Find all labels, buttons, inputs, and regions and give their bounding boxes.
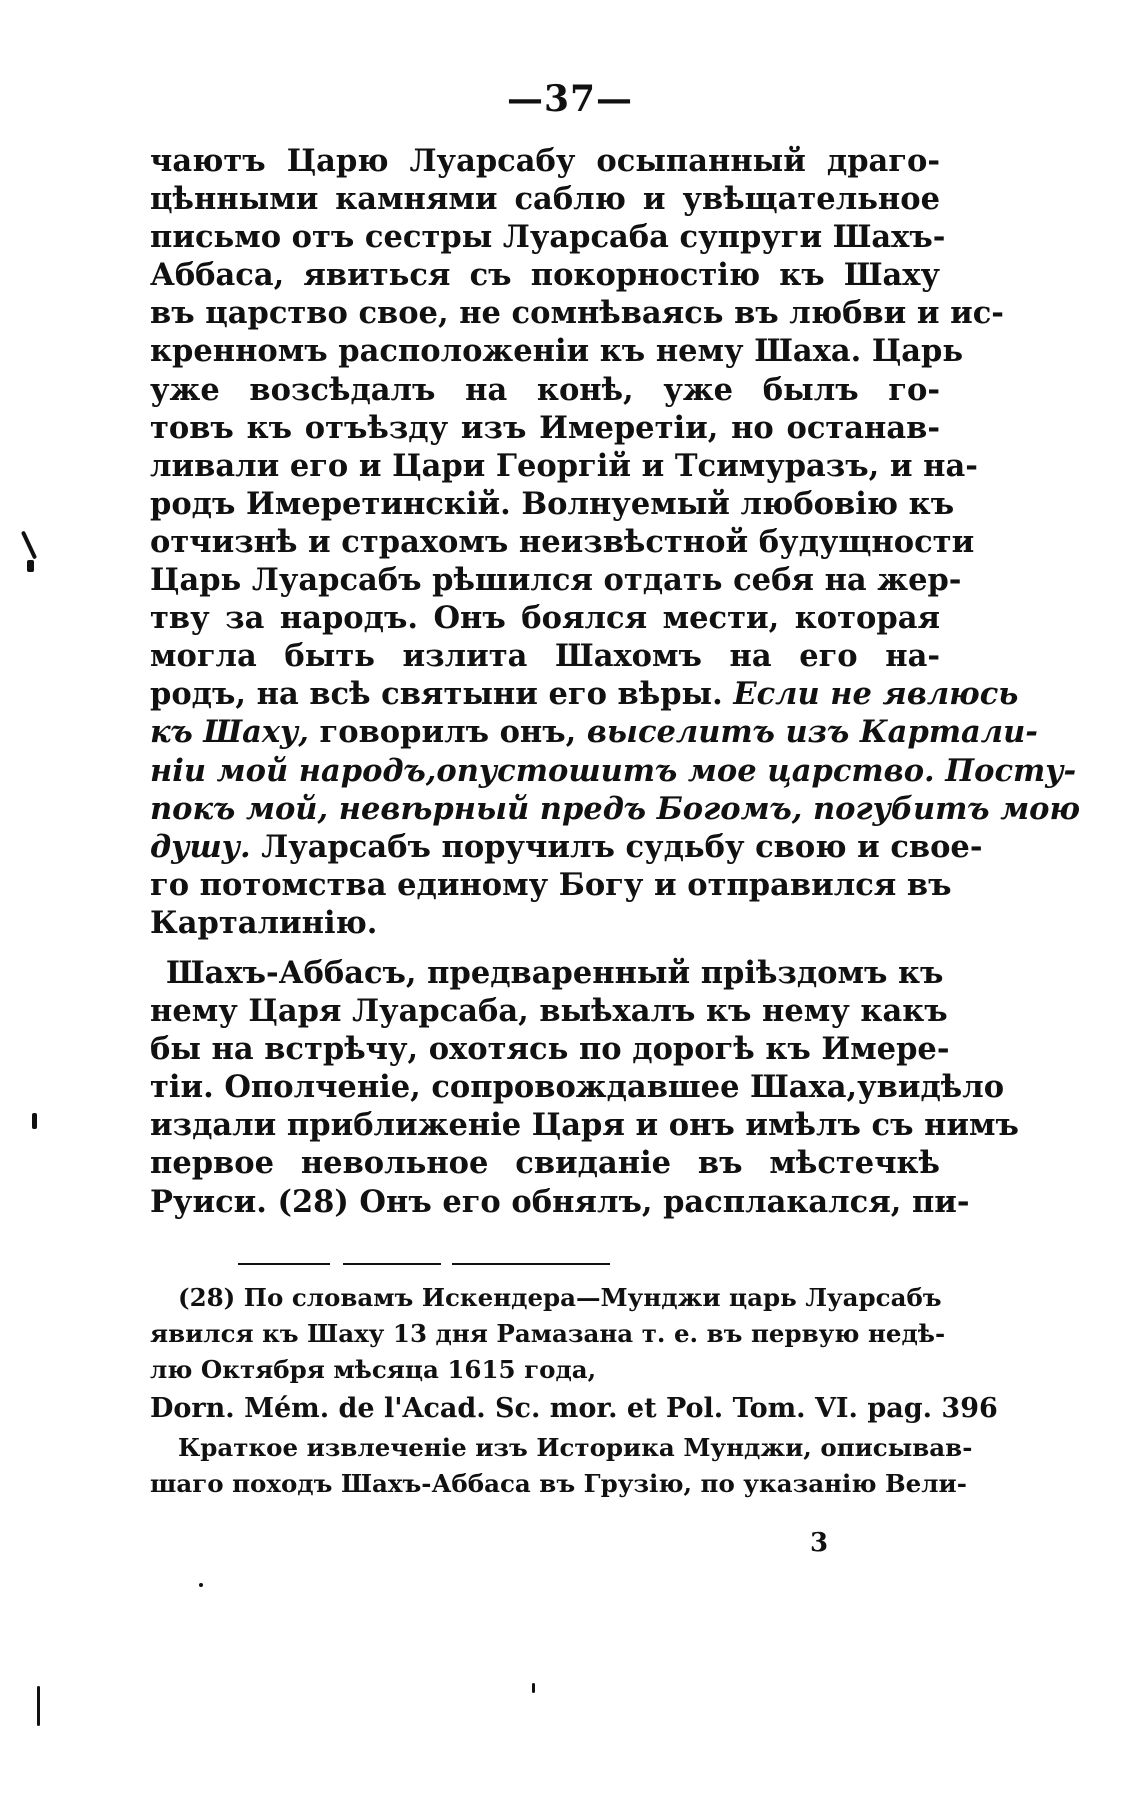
text-line: чаютъ Царю Луарсабу осыпанный драго-: [150, 143, 940, 179]
print-speck: [199, 1583, 203, 1587]
print-speck: [21, 531, 37, 560]
print-speck: [532, 1683, 535, 1693]
italic-segment: выселитъ изъ Картали-: [586, 714, 1038, 751]
text-line: отчизнѣ и страхомъ неизвѣстной будущности: [150, 523, 975, 560]
text-line: [150, 752, 1077, 790]
italic-segment: душу.: [150, 828, 251, 865]
footnote-divider: [452, 1263, 610, 1265]
footnote-line: (28) По словамъ Искендера—Мунджи царь Луарсабъ: [178, 1283, 942, 1312]
footnote-divider: [343, 1263, 441, 1265]
footnote-line: шаго походъ Шахъ-Аббаса въ Грузію, по указанію Вели-: [150, 1469, 967, 1498]
italic-segment: ніи мой народъ,опустошитъ мое царство. Посту-: [150, 752, 1077, 789]
text-line: [150, 713, 1038, 751]
paragraph-gap: [150, 942, 940, 954]
main-text-body: [150, 142, 1081, 1221]
text-line: въ царство свое, не сомнѣваясь въ любви и ис-: [150, 295, 1004, 332]
italic-segment: Если не явлюсь: [733, 676, 1019, 713]
text-line: издали приближеніе Царя и онъ имѣлъ съ нимъ: [150, 1107, 1019, 1144]
text-segment: Луарсабъ поручилъ судьбу свою и свое-: [261, 828, 983, 865]
text-line: [150, 828, 983, 866]
text-line: Царь Луарсабъ рѣшился отдать себя на жер-: [150, 562, 962, 599]
text-line: родъ Имеретинскій. Волнуемый любовію къ: [150, 485, 955, 522]
text-line: уже возсѣдалъ на конѣ, уже былъ го-: [150, 371, 940, 408]
footnote-reference: Dorn. Mém. de l'Acad. Sc. mor. et Pol. Tom. VI. pag. 396: [150, 1393, 998, 1424]
text-line: могла быть излита Шахомъ на его на-: [150, 638, 940, 675]
text-line: письмо отъ сестры Луарсаба супруги Шахъ-: [150, 219, 946, 256]
footnote-line: явился къ Шаху 13 дня Рамазана т. е. въ первую недѣ-: [150, 1319, 946, 1348]
print-speck: [37, 1686, 40, 1726]
text-line: Аббаса, явиться съ покорностію къ Шаху: [150, 257, 940, 294]
text-line: тіи. Ополченіе, сопровождавшее Шаха,увидѣло: [150, 1069, 1005, 1106]
signature-mark: 3: [810, 1528, 829, 1558]
text-line: товъ къ отъѣзду изъ Имеретіи, но останав-: [150, 409, 940, 446]
text-line: ливали его и Цари Георгій и Тсимуразъ, и на-: [150, 447, 978, 484]
text-line: цѣнными камнями саблю и увѣщательное: [150, 181, 940, 218]
print-speck: [32, 1113, 37, 1129]
text-line: нему Царя Луарсаба, выѣхалъ къ нему какъ: [150, 993, 948, 1030]
print-speck: [27, 560, 34, 572]
text-line: бы на встрѣчу, охотясь по дорогѣ къ Имере-: [150, 1031, 950, 1068]
footnote-divider: [238, 1263, 330, 1265]
text-line: [150, 675, 1019, 713]
text-line: Карталинію.: [150, 904, 378, 941]
text-line: первое невольное свиданіе въ мѣстечкѣ: [150, 1145, 940, 1182]
italic-segment: покъ мой, невѣрный предъ Богомъ, погубитъ мою: [150, 790, 1081, 827]
text-line: кренномъ расположеніи къ нему Шаха. Царь: [150, 333, 964, 370]
italic-segment: къ Шаху,: [150, 714, 309, 751]
footnote-line: лю Октября мѣсяца 1615 года,: [150, 1355, 597, 1384]
footnote-line: Краткое извлеченіе изъ Историка Мунджи, описывав-: [178, 1433, 973, 1462]
text-line: [150, 790, 1081, 828]
text-line: го потомства единому Богу и отправился въ: [150, 866, 952, 903]
text-line: Шахъ-Аббасъ, предваренный пріѣздомъ къ: [166, 954, 944, 991]
text-line: Руиси. (28) Онъ его обнялъ, расплакался, пи-: [150, 1183, 970, 1220]
footnote: [150, 1280, 998, 1502]
text-line: тву за народъ. Онъ боялся мести, которая: [150, 600, 940, 637]
page-number: —37—: [506, 78, 634, 120]
text-segment: родъ, на всѣ святыни его вѣры.: [150, 676, 723, 713]
text-segment: говорилъ онъ,: [319, 714, 577, 751]
